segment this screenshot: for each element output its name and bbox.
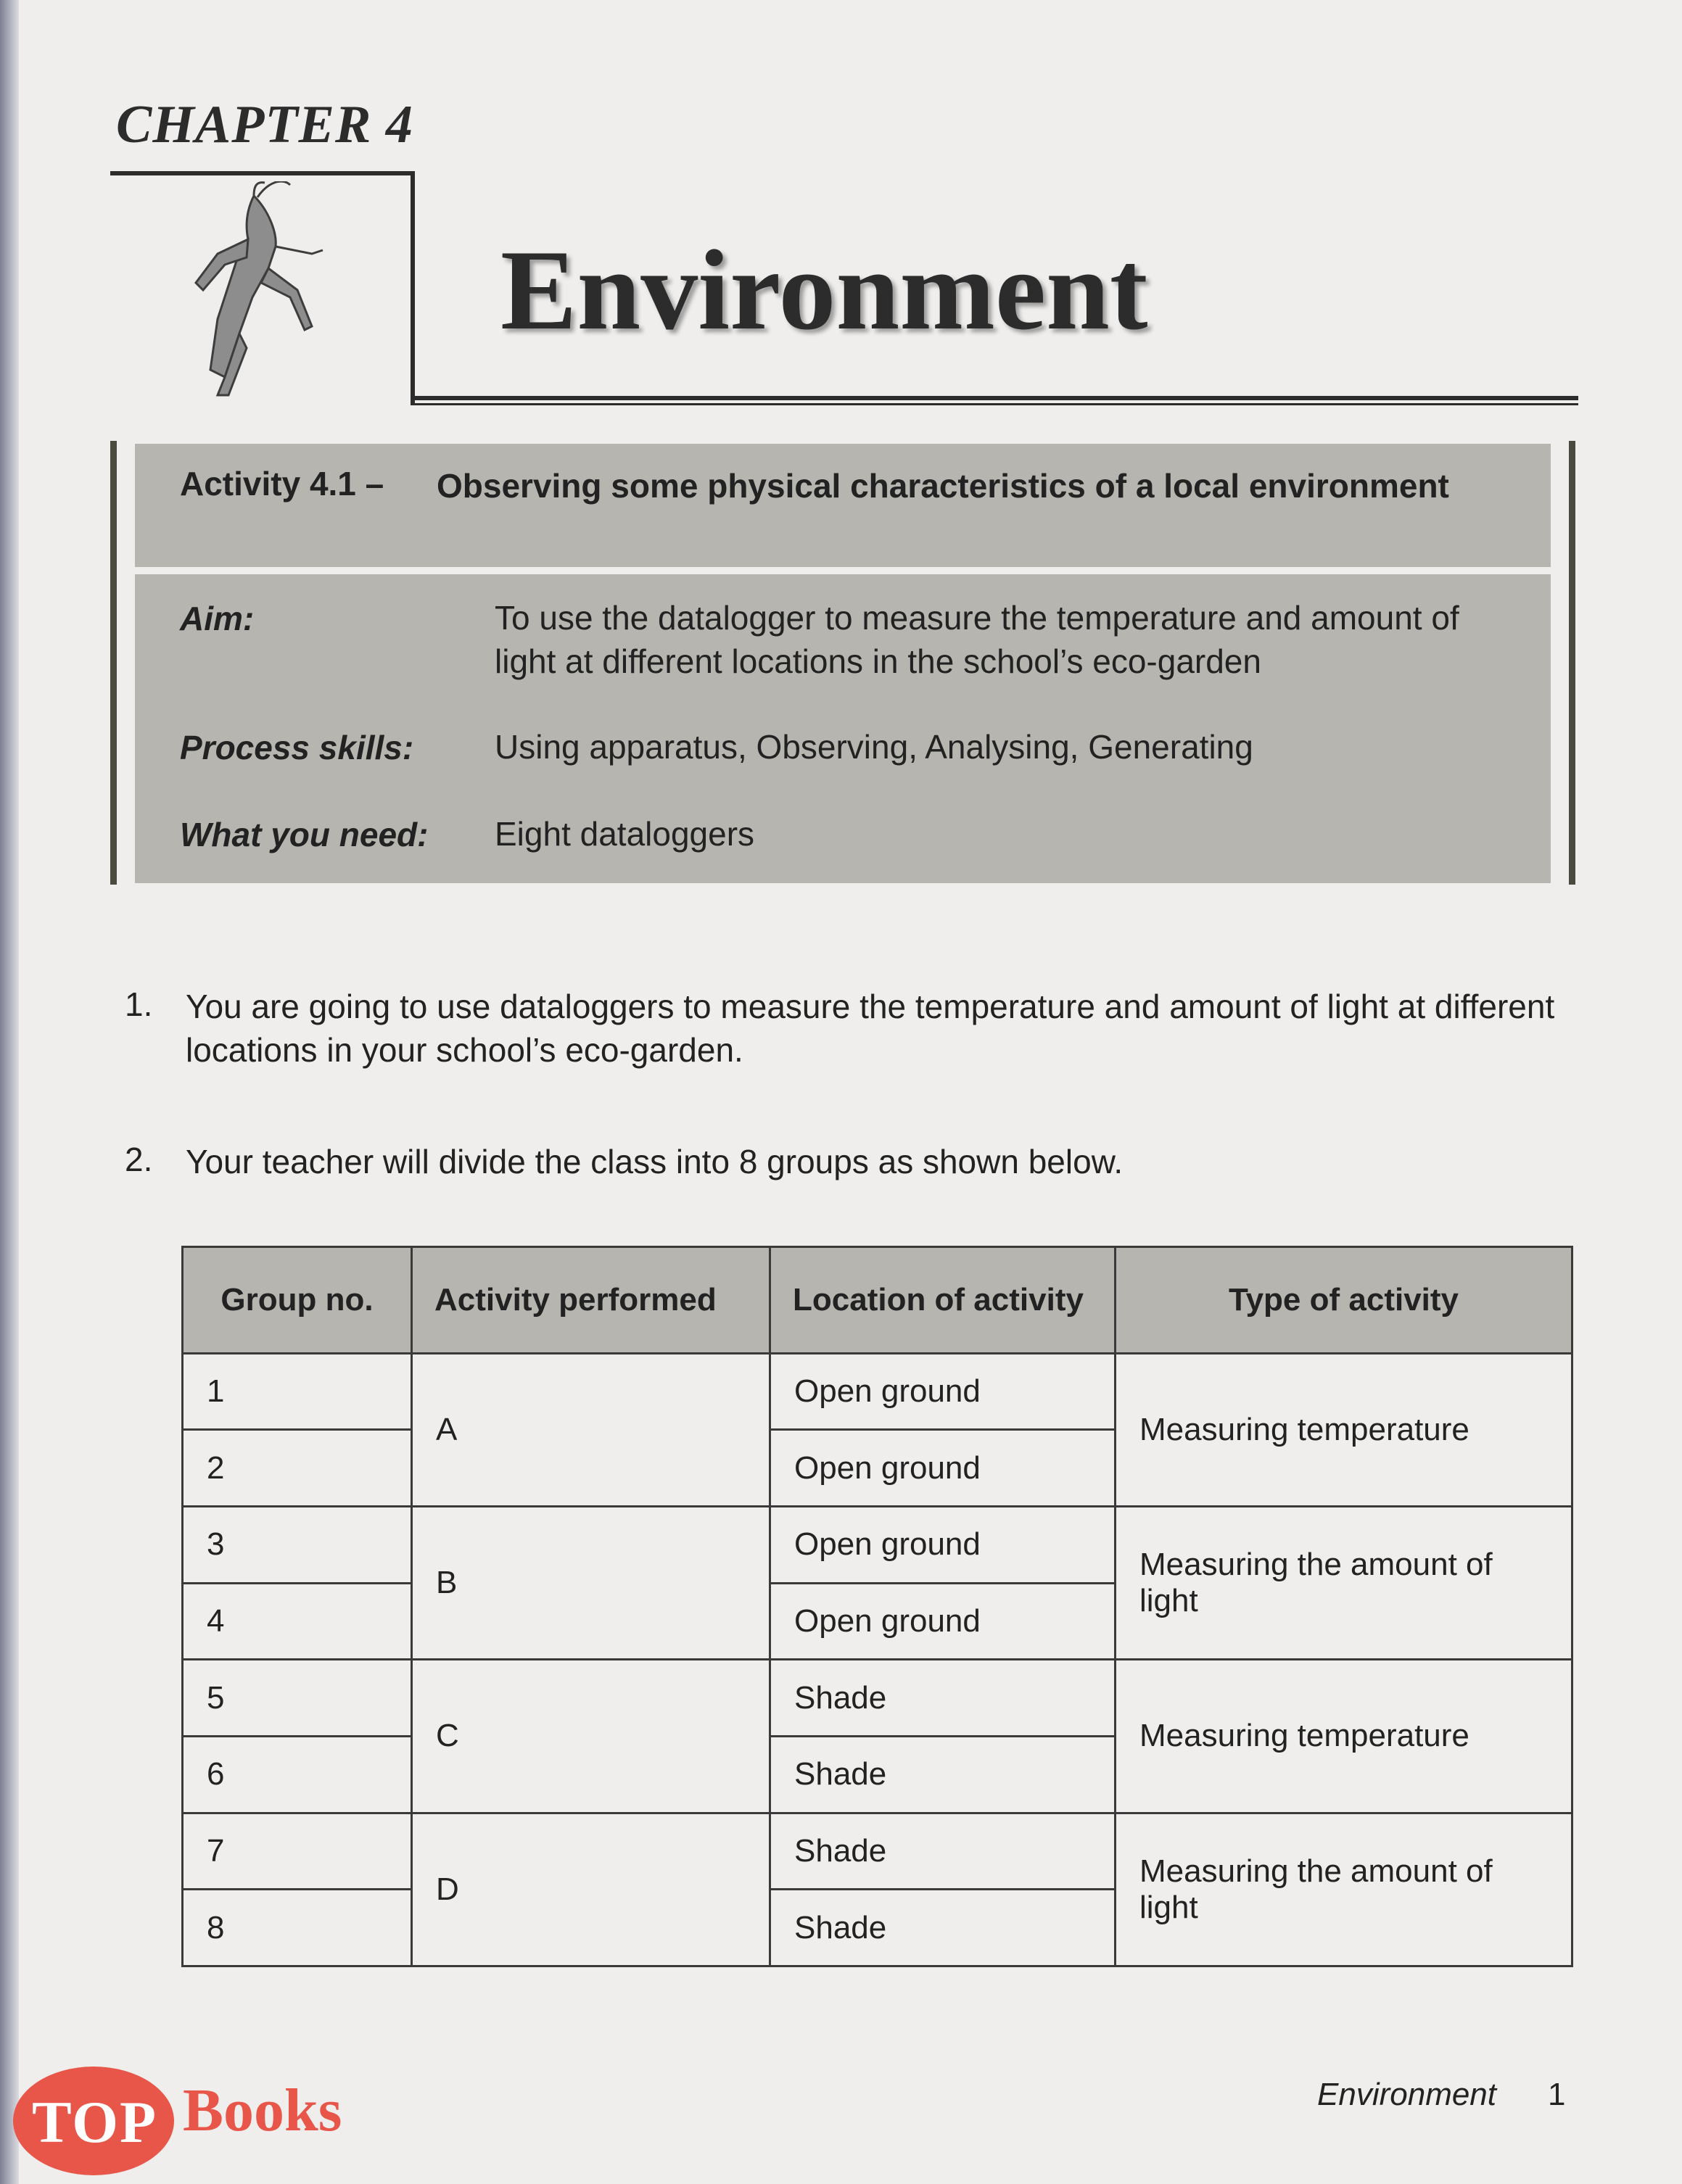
page-number: 1: [1548, 2077, 1566, 2112]
step-text: Your teacher will divide the class into 8 groups as shown below.: [186, 1143, 1124, 1180]
book-spine-shadow: [0, 0, 19, 2184]
page-title: Environment: [500, 227, 1148, 354]
location-cell: Open ground: [770, 1353, 1116, 1430]
location-cell: Shade: [770, 1660, 1116, 1737]
type-cell: Measuring temperature: [1116, 1660, 1572, 1813]
group-number-cell: 5: [183, 1660, 412, 1737]
activity-number: Activity 4.1 –: [180, 465, 384, 502]
title-frame-line: [110, 171, 415, 175]
group-number-cell: 8: [183, 1890, 412, 1966]
topbooks-watermark-logo: [0, 2046, 406, 2184]
location-cell: Shade: [770, 1890, 1116, 1966]
grasshopper-illustration: [167, 181, 341, 399]
activity-title: Observing some physical characteristics of a local environment: [437, 467, 1449, 505]
activity-cell: B: [412, 1507, 770, 1660]
logo-books-text: Books: [183, 2077, 342, 2144]
chapter-label: CHAPTER 4: [116, 95, 413, 154]
logo-top-text: TOP: [32, 2089, 158, 2155]
step-text: You are going to use dataloggers to measure the temperature and amount of light at different locations in your school’s eco-garden.: [186, 988, 1555, 1069]
process-skills-value: Using apparatus, Observing, Analysing, Generating: [495, 728, 1253, 766]
group-number-cell: 3: [183, 1507, 412, 1584]
table-row: [183, 1660, 1572, 1737]
group-number-cell: 7: [183, 1813, 412, 1890]
location-cell: Shade: [770, 1813, 1116, 1890]
title-frame-line: [411, 396, 1578, 400]
activity-cell: C: [412, 1660, 770, 1813]
type-cell: Measuring the amount of light: [1116, 1813, 1572, 1966]
groups-table: [181, 1246, 1573, 1967]
activity-cell: A: [412, 1353, 770, 1506]
table-row: [183, 1353, 1572, 1430]
process-skills-label: Process skills:: [180, 729, 414, 766]
location-cell: Open ground: [770, 1430, 1116, 1507]
aim-label: Aim:: [180, 600, 255, 637]
location-cell: Open ground: [770, 1583, 1116, 1660]
group-number-cell: 4: [183, 1583, 412, 1660]
location-cell: Open ground: [770, 1507, 1116, 1584]
column-header-location: Location of activity: [770, 1247, 1116, 1354]
column-header-group: Group no.: [183, 1247, 412, 1354]
column-header-activity: Activity performed: [412, 1247, 770, 1354]
group-number-cell: 1: [183, 1353, 412, 1430]
title-frame-line: [411, 171, 415, 403]
table-row: [183, 1507, 1572, 1584]
what-you-need-label: What you need:: [180, 816, 429, 853]
type-cell: Measuring temperature: [1116, 1353, 1572, 1506]
footer-section-name: Environment: [1317, 2077, 1497, 2112]
group-number-cell: 2: [183, 1430, 412, 1507]
table-header-row: [183, 1247, 1572, 1354]
group-number-cell: 6: [183, 1736, 412, 1813]
table-row: [183, 1813, 1572, 1890]
step-number: 1.: [125, 985, 153, 1023]
title-frame-line: [411, 403, 1578, 405]
aim-value: To use the datalogger to measure the temperature and amount of light at different locations in the school’s eco-garden: [495, 599, 1459, 680]
activity-cell: D: [412, 1813, 770, 1966]
step-number: 2.: [125, 1141, 153, 1178]
column-header-type: Type of activity: [1116, 1247, 1572, 1354]
type-cell: Measuring the amount of light: [1116, 1507, 1572, 1660]
location-cell: Shade: [770, 1736, 1116, 1813]
what-you-need-value: Eight dataloggers: [495, 815, 755, 853]
